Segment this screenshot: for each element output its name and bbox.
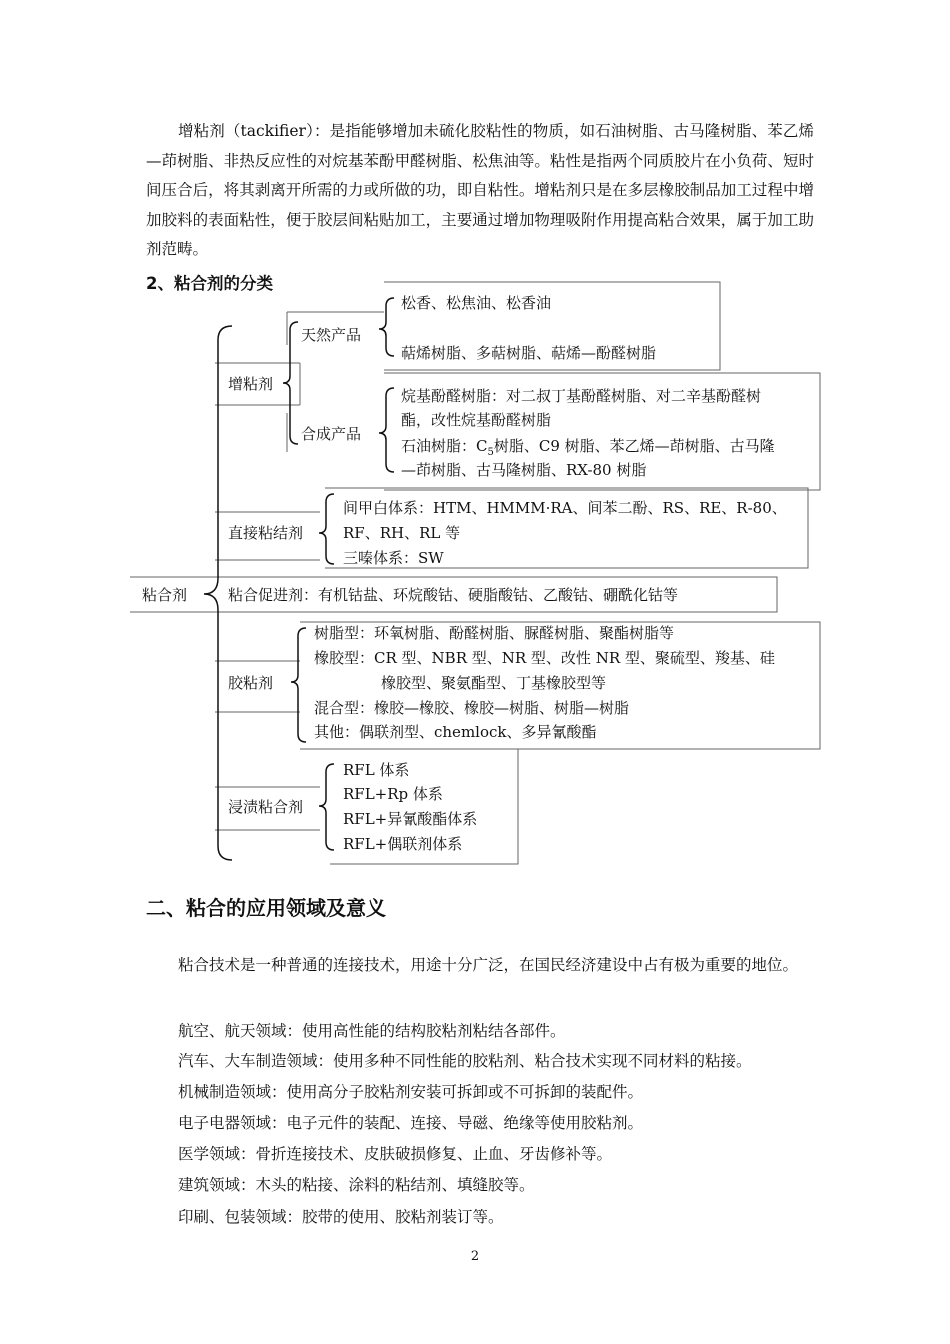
dipping-item: RFL+异氰酸酯体系 (343, 810, 478, 828)
adhesive-brace (291, 628, 306, 742)
adhesive-line: 橡胶型：CR 型、NBR 型、NR 型、改性 NR 型、聚硫型、羧基、硅 (314, 649, 775, 667)
subscript: 5 (487, 447, 494, 458)
direct-line: 三嗪体系：SW (343, 549, 444, 567)
root-brace (204, 326, 232, 860)
natural-brace (379, 298, 394, 356)
domain-line: 机械制造领域：使用高分子胶粘剂安装可拆卸或不可拆卸的装配件。 (178, 1083, 644, 1101)
natural-item: 松香、松焦油、松香油 (401, 294, 552, 312)
section-title: 二、粘合的应用领域及意义 (146, 896, 386, 920)
intro-paragraph: 增粘剂（tackifier）：是指能够增加未硫化胶粘性的物质，如石油树脂、古马隆树脂、苯乙烯—茚树脂、非热反应性的对烷基苯酚甲醛树脂、松焦油等。粘性是指两个同质胶片在小负荷、短时间压合后，将其剥离开所需的力或所做的功，即自粘性。增粘剂只是在多层橡胶制品加工过程中增加胶料的表面粘性，便于胶层间粘贴加工，主要通过增加物理吸附作用提高粘合效果，属于加工助剂范畴。 (146, 122, 814, 258)
synthetic-line: —茚树脂、古马隆树脂、RX-80 树脂 (401, 461, 647, 479)
adhesive-line: 橡胶型、聚氨酯型、丁基橡胶型等 (381, 674, 607, 692)
domain-line: 汽车、大车制造领域：使用多种不同性能的胶粘剂、粘合技术实现不同材料的粘接。 (178, 1052, 752, 1070)
dipping-label: 浸渍粘合剂 (228, 798, 304, 816)
dipping-brace (319, 764, 334, 850)
natural-box (384, 282, 720, 370)
direct-brace (319, 494, 334, 564)
dipping-item: RFL 体系 (343, 761, 410, 779)
natural-item: 萜烯树脂、多萜树脂、萜烯—酚醛树脂 (401, 344, 657, 362)
synthetic-label: 合成产品 (301, 425, 362, 443)
direct-line: 间甲白体系：HTM、HMMM·RA、间苯二酚、RS、RE、R-80、 (343, 499, 787, 517)
dipping-box (330, 749, 518, 864)
adhesive-box (300, 622, 820, 749)
domain-line: 建筑领域：木头的粘接、涂料的粘结剂、填缝胶等。 (178, 1176, 535, 1194)
direct-box (325, 488, 808, 568)
adhesive-label: 胶粘剂 (228, 674, 274, 692)
synthetic-line-part: 石油树脂：C (401, 437, 488, 455)
synthetic-line (401, 436, 775, 463)
section-paragraph: 粘合技术是一种普通的连接技术，用途十分广泛，在国民经济建设中占有极为重要的地位。 (178, 956, 799, 974)
synthetic-line: 酯，改性烷基酚醛树脂 (401, 411, 552, 429)
domain-line: 电子电器领域：电子元件的装配、连接、导磁、绝缘等使用胶粘剂。 (178, 1114, 644, 1132)
synthetic-line-part: 树脂、C9 树脂、苯乙烯—茚树脂、古马隆 (493, 437, 775, 455)
natural-label: 天然产品 (301, 326, 362, 344)
direct-line: RF、RH、RL 等 (343, 524, 461, 542)
adhesive-line: 其他：偶联剂型、chemlock、多异氰酸酯 (314, 723, 597, 741)
adhesive-line: 树脂型：环氧树脂、酚醛树脂、脲醛树脂、聚酯树脂等 (314, 624, 675, 642)
dipping-item: RFL+偶联剂体系 (343, 835, 463, 853)
synthetic-brace (379, 388, 394, 472)
dipping-item: RFL+Rp 体系 (343, 785, 443, 803)
promoter-box (130, 577, 777, 612)
tackifier-label: 增粘剂 (228, 375, 274, 393)
classification-heading: 2、粘合剂的分类 (146, 274, 273, 293)
page-number: 2 (470, 1249, 480, 1264)
promoter-line: 粘合促进剂：有机钴盐、环烷酸钴、硬脂酸钴、乙酸钴、硼酰化钴等 (228, 586, 679, 604)
synthetic-line: 烷基酚醛树脂：对二叔丁基酚醛树脂、对二辛基酚醛树 (401, 387, 762, 405)
domain-line: 航空、航天领域：使用高性能的结构胶粘剂粘结各部件。 (178, 1022, 566, 1040)
adhesive-line: 混合型：橡胶—橡胶、橡胶—树脂、树脂—树脂 (314, 699, 630, 717)
domain-line: 印刷、包装领域：胶带的使用、胶粘剂装订等。 (178, 1208, 504, 1226)
direct-label: 直接粘结剂 (228, 524, 304, 542)
synthetic-box (384, 373, 820, 490)
root-label: 粘合剂 (142, 586, 188, 604)
tackifier-brace (283, 322, 298, 444)
domain-line: 医学领域：骨折连接技术、皮肤破损修复、止血、牙齿修补等。 (178, 1145, 613, 1163)
